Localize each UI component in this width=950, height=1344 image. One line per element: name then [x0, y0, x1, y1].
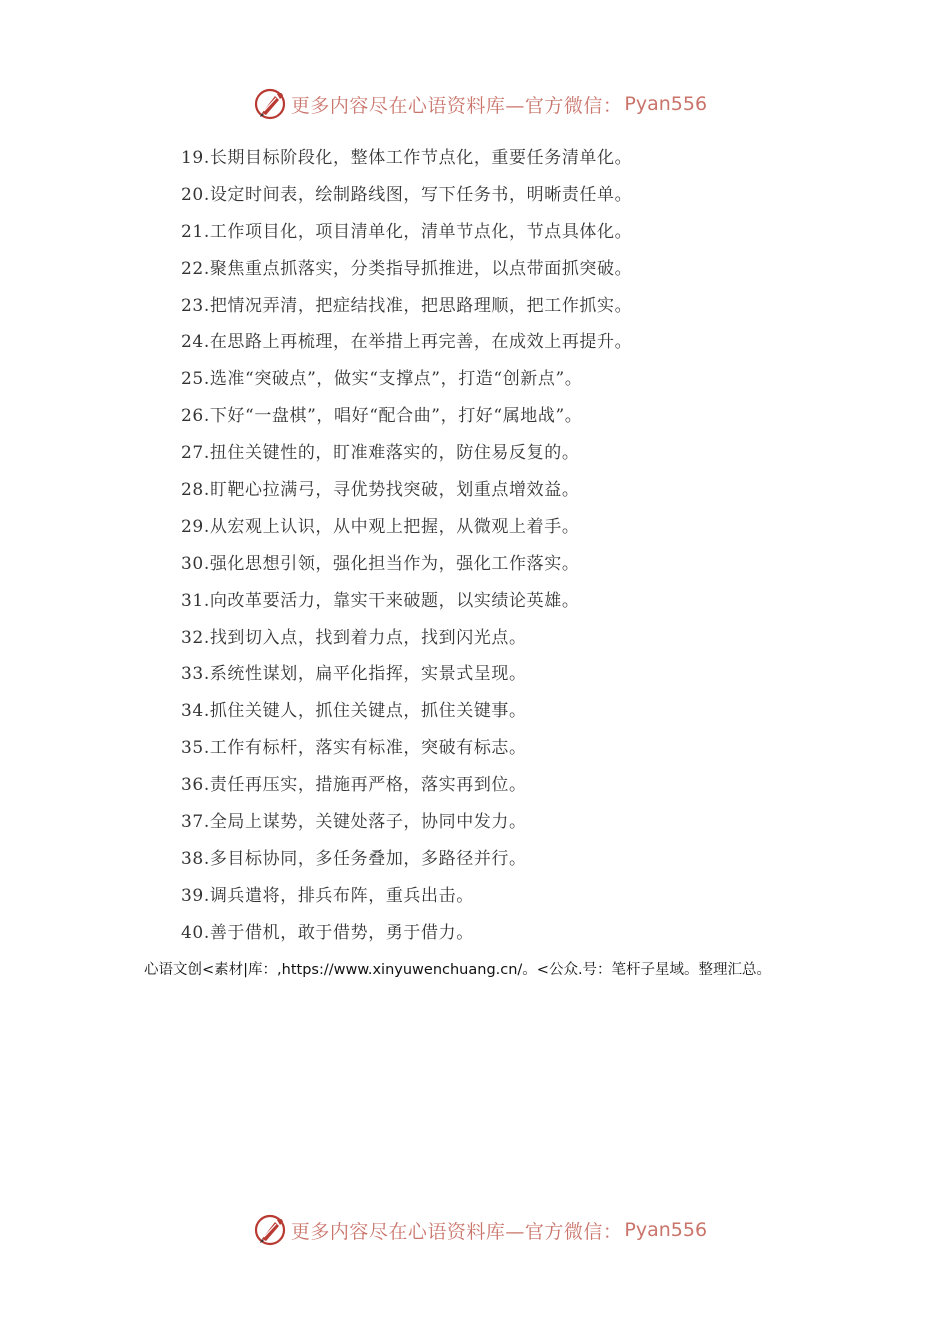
banner-text: 更多内容尽在心语资料库—官方微信：	[290, 94, 623, 117]
list-item: 36.责任再压实，措施再严格，落实再到位。	[181, 775, 527, 796]
list-item: 37.全局上谋势，关键处落子，协同中发力。	[181, 812, 527, 833]
list-item: 21.工作项目化，项目清单化，清单节点化，节点具体化。	[181, 221, 633, 242]
list-item: 25.选准“突破点”，做实“支撑点”，打造“创新点”。	[181, 369, 583, 390]
list-item: 33.系统性谋划，扁平化指挥，实景式呈现。	[181, 664, 527, 685]
list-item: 32.找到切入点，找到着力点，找到闪光点。	[181, 627, 527, 648]
list-item: 22.聚焦重点抓落实，分类指导抓推进，以点带面抓突破。	[181, 258, 633, 279]
list-item: 23.把情况弄清，把症结找准，把思路理顺，把工作抓实。	[181, 295, 633, 316]
list-item: 35.工作有标杆，落实有标准，突破有标志。	[181, 738, 527, 759]
list-item: 28.盯靶心拉满弓，寻优势找突破，划重点增效益。	[181, 480, 580, 501]
list-item: 39.调兵遣将，排兵布阵，重兵出击。	[181, 885, 474, 906]
list-item: 38.多目标协同，多任务叠加，多路径并行。	[181, 848, 527, 869]
list-item: 26.下好“一盘棋”，唱好“配合曲”，打好“属地战”。	[181, 406, 583, 427]
list-item: 27.扭住关键性的，盯准难落实的，防住易反复的。	[181, 443, 580, 464]
footer-banner	[0, 1210, 950, 1250]
banner-text: 更多内容尽在心语资料库—官方微信：	[290, 1220, 623, 1243]
header-banner	[0, 84, 950, 124]
list-item: 24.在思路上再梳理，在举措上再完善，在成效上再提升。	[181, 332, 633, 353]
list-item: 20.设定时间表，绘制路线图，写下任务书，明晰责任单。	[181, 184, 633, 205]
list-item: 29.从宏观上认识，从中观上把握，从微观上着手。	[181, 516, 580, 537]
source-note: 心语文创<素材|库：,https://www.xinyuwenchuang.cn/。<公众.号：笔杆子星域。整理汇总。	[144, 962, 772, 978]
pen-nib-logo-icon	[253, 1213, 287, 1247]
list-item: 30.强化思想引领，强化担当作为，强化工作落实。	[181, 553, 580, 574]
banner-handle: Pyan556	[624, 1219, 708, 1241]
item-list	[181, 145, 632, 957]
list-item: 19.长期目标阶段化，整体工作节点化，重要任务清单化。	[181, 148, 633, 168]
banner-handle: Pyan556	[624, 93, 708, 115]
list-item: 34.抓住关键人，抓住关键点，抓住关键事。	[181, 701, 527, 722]
list-item: 40.善于借机，敢于借势，勇于借力。	[181, 922, 474, 943]
list-item: 31.向改革要活力，靠实干来破题，以实绩论英雄。	[181, 590, 580, 611]
pen-nib-logo-icon	[253, 87, 287, 121]
